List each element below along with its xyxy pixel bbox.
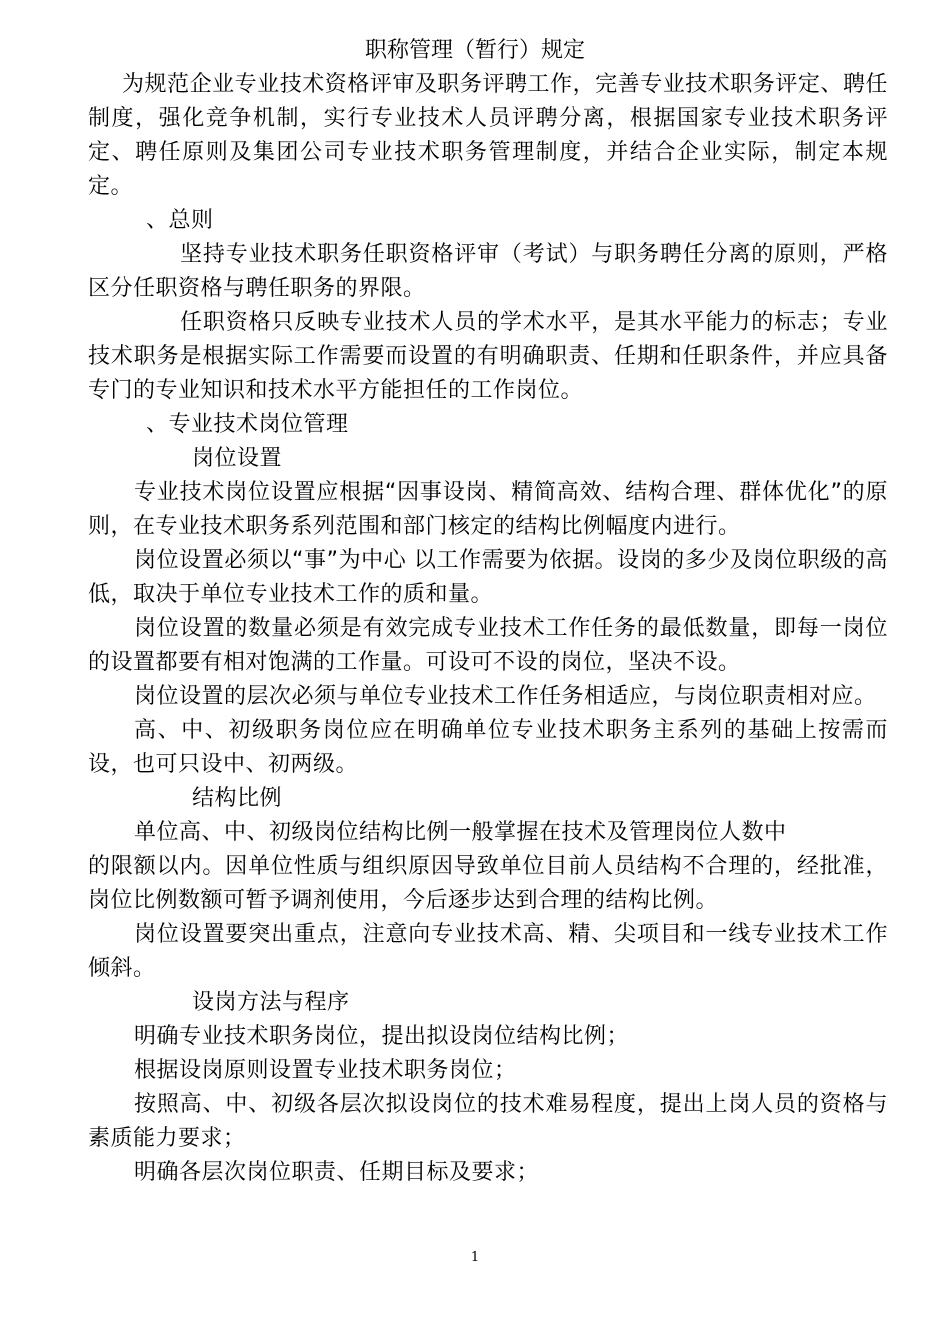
subsection-heading-structure-ratio: 结构比例 bbox=[192, 786, 283, 811]
paragraph: 高、中、初级职务岗位应在明确单位专业技术职务主系列的基础上按需而设，也可只设中、初两级。 bbox=[88, 718, 888, 777]
section-heading-post-management: 、专业技术岗位管理 bbox=[146, 412, 349, 437]
paragraph: 坚持专业技术职务任职资格评审（考试）与职务聘任分离的原则，严格区分任职资格与聘任职务的界限。 bbox=[88, 242, 888, 301]
section-heading-general: 、总则 bbox=[146, 208, 214, 233]
paragraph: 岗位设置的层次必须与单位专业技术工作任务相适应，与岗位职责相对应。 bbox=[134, 684, 877, 709]
list-item: 明确专业技术职务岗位，提出拟设岗位结构比例； bbox=[134, 1024, 630, 1049]
page-number: 1 bbox=[470, 1250, 480, 1265]
subsection-heading-post-setup: 岗位设置 bbox=[192, 446, 283, 471]
paragraph: 岗位设置的数量必须是有效完成专业技术工作任务的最低数量，即每一岗位的设置都要有相对饱满的工作量。可设可不设的岗位，坚决不设。 bbox=[88, 616, 888, 675]
paragraph: 任职资格只反映专业技术人员的学术水平，是其水平能力的标志；专业技术职务是根据实际工作需要而设置的有明确职责、任期和任职条件，并应具备专门的专业知识和技术水平方能担任的工作岗位。 bbox=[88, 310, 888, 403]
paragraph: 岗位设置要突出重点，注意向专业技术高、精、尖项目和一线专业技术工作倾斜。 bbox=[88, 922, 888, 981]
page-title: 职称管理（暂行）规定 bbox=[364, 38, 585, 63]
paragraph: 单位高、中、初级岗位结构比例一般掌握在技术及管理岗位人数中 bbox=[134, 820, 787, 845]
list-item: 根据设岗原则设置专业技术职务岗位； bbox=[134, 1058, 517, 1083]
paragraph: 的限额以内。因单位性质与组织原因导致单位目前人员结构不合理的，经批准，岗位比例数额可暂予调剂使用，今后逐步达到合理的结构比例。 bbox=[88, 854, 888, 913]
paragraph-intro: 为规范企业专业技术资格评审及职务评聘工作，完善专业技术职务评定、聘任制度，强化竞争机制，实行专业技术人员评聘分离，根据国家专业技术职务评定、聘任原则及集团公司专业技术职务管理制度，并结合企业实际，制定本规定。 bbox=[88, 72, 888, 199]
list-item: 按照高、中、初级各层次拟设岗位的技术难易程度，提出上岗人员的资格与素质能力要求； bbox=[88, 1092, 888, 1151]
document-body bbox=[88, 68, 888, 1190]
list-item: 明确各层次岗位职责、任期目标及要求； bbox=[134, 1160, 540, 1185]
paragraph: 专业技术岗位设置应根据“因事设岗、精简高效、结构合理、群体优化”的原则，在专业技术职务系列范围和部门核定的结构比例幅度内进行。 bbox=[88, 480, 888, 539]
paragraph: 岗位设置必须以“事”为中心 以工作需要为依据。设岗的多少及岗位职级的高低，取决于单位专业技术工作的质和量。 bbox=[88, 548, 888, 607]
subsection-heading-method-procedure: 设岗方法与程序 bbox=[192, 990, 350, 1015]
